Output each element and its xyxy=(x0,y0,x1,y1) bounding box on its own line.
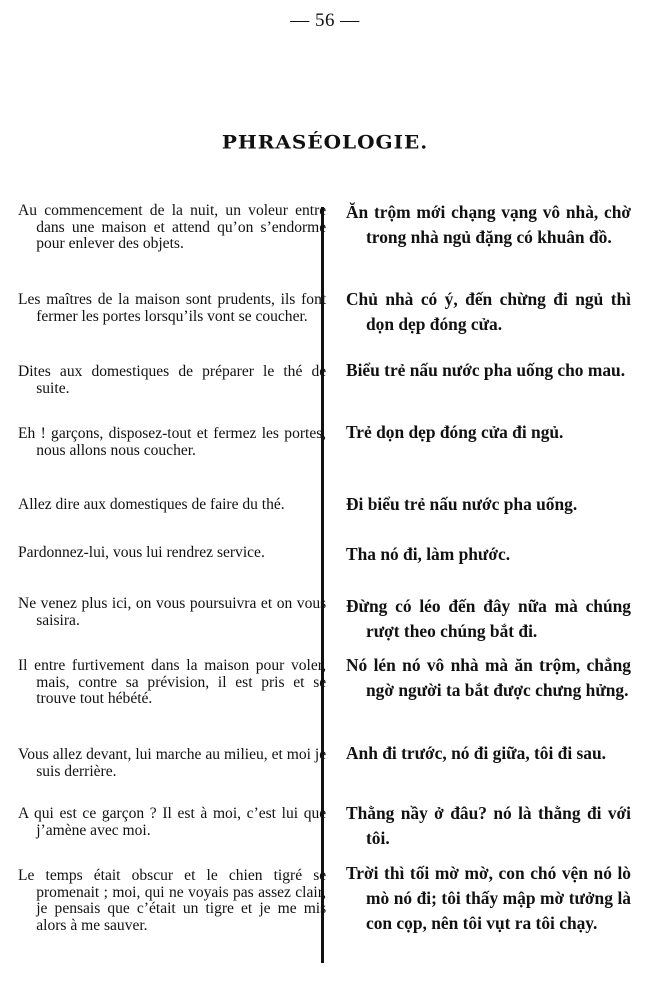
french-phrase: Vous allez devant, lui marche au milieu, et moi je suis derrière. xyxy=(18,745,327,780)
page-number: — 56 — xyxy=(290,10,360,31)
vietnamese-phrase: Thằng nầy ở đâu? nó là thằng đi với tôi. xyxy=(346,803,631,848)
french-phrase: Eh ! garçons, disposez-tout et fermez les portes, nous allons nous coucher. xyxy=(18,424,327,459)
vietnamese-phrase: Chủ nhà có ý, đến chừng đi ngủ thì dọn dẹp đóng cửa. xyxy=(346,289,631,334)
vietnamese-phrase: Tha nó đi, làm phước. xyxy=(346,544,511,564)
vietnamese-phrase: Đi biểu trẻ nấu nước pha uống. xyxy=(346,494,578,514)
page-title: PHRASÉOLOGIE. xyxy=(221,130,429,154)
vietnamese-phrase: Nó lén nó vô nhà mà ăn trộm, chẳng ngờ người ta bắt được chưng hửng. xyxy=(346,655,631,700)
vietnamese-phrase: Đừng có léo đến đây nữa mà chúng rượt theo chúng bắt đi. xyxy=(346,596,631,641)
vietnamese-phrase: Biểu trẻ nấu nước pha uống cho mau. xyxy=(346,360,626,380)
vietnamese-phrase: Trẻ dọn dẹp đóng cửa đi ngủ. xyxy=(346,422,564,442)
french-phrase: Pardonnez-lui, vous lui rendrez service. xyxy=(18,543,265,561)
french-phrase: Le temps était obscur et le chien tigré se promenait ; moi, qui ne voyais pas assez clair, je pensais que c’était un tigre et je me mis alors à me sauver. xyxy=(18,866,327,934)
french-phrase: Dites aux domestiques de préparer le thé de suite. xyxy=(18,362,327,397)
french-phrase: Les maîtres de la maison sont prudents, ils font fermer les portes lorsqu’ils vont se coucher. xyxy=(18,290,327,325)
french-phrase: Ne venez plus ici, on vous poursuivra et on vous saisira. xyxy=(18,594,327,629)
french-phrase: Il entre furtivement dans la maison pour voler, mais, contre sa prévision, il est pris et se trouve tout hébété. xyxy=(18,656,327,708)
vietnamese-phrase: Anh đi trước, nó đi giữa, tôi đi sau. xyxy=(346,743,607,763)
french-phrase: Au commencement de la nuit, un voleur entre dans une maison et attend qu’on s’endorme pour enlever des objets. xyxy=(18,201,327,253)
french-phrase: Allez dire aux domestiques de faire du thé. xyxy=(18,495,285,513)
french-phrase: A qui est ce garçon ? Il est à moi, c’est lui que j’amène avec moi. xyxy=(18,804,327,839)
vietnamese-phrase: Ăn trộm mới chạng vạng vô nhà, chờ trong nhà ngủ đặng có khuân đồ. xyxy=(346,202,631,247)
vietnamese-phrase: Trời thì tối mờ mờ, con chó vện nó lò mò nó đi; tôi thấy mập mờ tưởng là con cọp, nên tôi vụt ra tôi chạy. xyxy=(346,863,631,933)
